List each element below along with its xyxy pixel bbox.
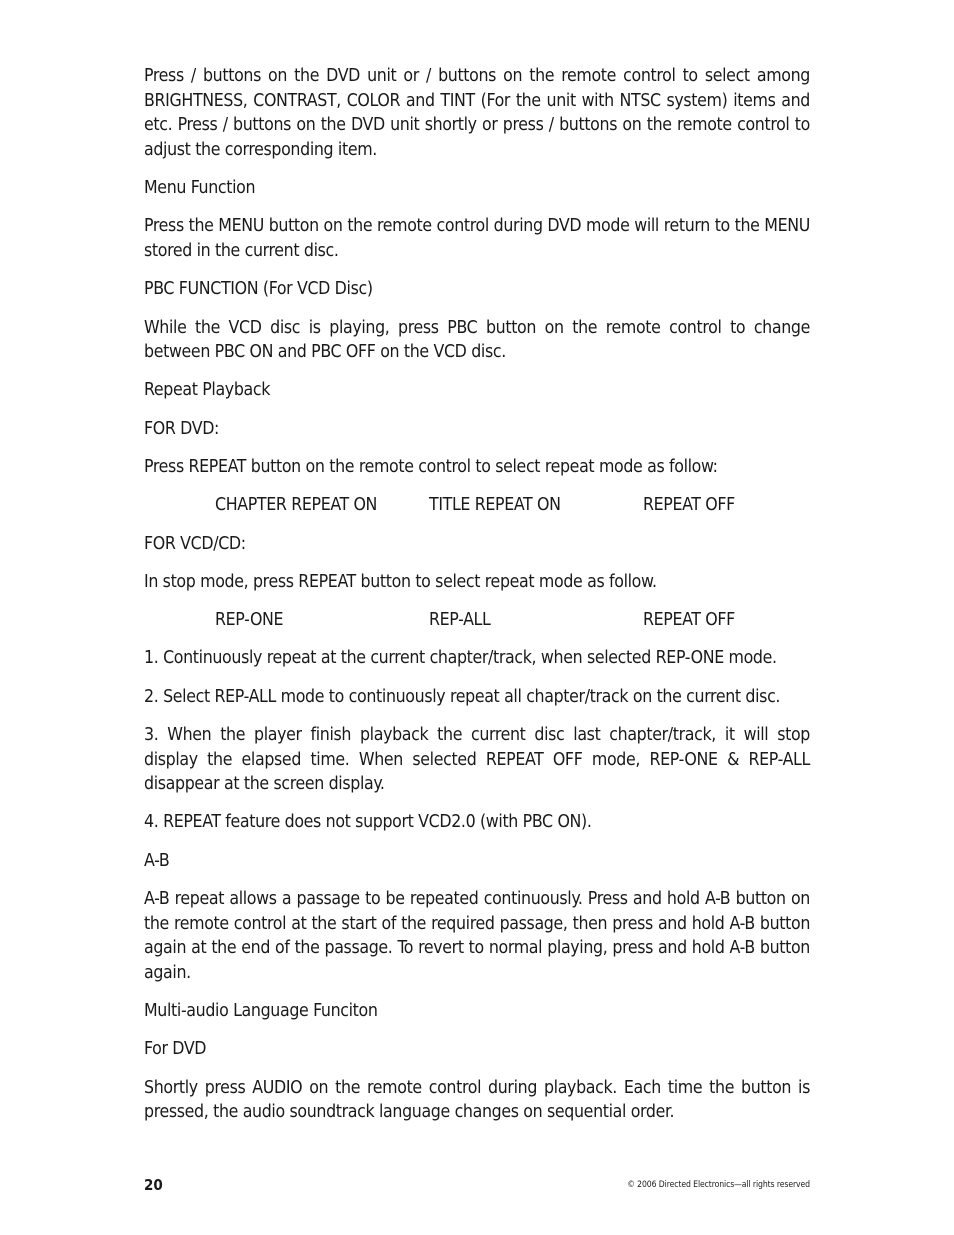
ab-paragraph: A-B repeat allows a passage to be repeated continuously. Press and hold A-B button on the remote control at the start of the required passage, then press and hold A-B button again at the end of the passage. To revert to normal playing, press and hold A-B button again. xyxy=(144,888,810,983)
section-heading-ab: A-B xyxy=(144,850,170,871)
vcd-mode-off: REPEAT OFF xyxy=(643,610,735,631)
copyright-notice: © 2006 Directed Electronics—all rights reserved xyxy=(627,1180,810,1190)
menu-paragraph: Press the MENU button on the remote control during DVD mode will return to the MENU stored in the current disc. xyxy=(144,216,810,261)
section-heading-menu: Menu Function xyxy=(144,178,256,199)
numbered-item-2: 2. Select REP-ALL mode to continuously repeat all chapter/track on the current disc. xyxy=(144,686,781,707)
dvd-mode-off: REPEAT OFF xyxy=(643,495,735,516)
vcd-mode-all: REP-ALL xyxy=(429,610,491,631)
numbered-item-1: 1. Continuously repeat at the current chapter/track, when selected REP-ONE mode. xyxy=(144,648,777,669)
vcd-mode-one: REP-ONE xyxy=(215,610,284,631)
numbered-item-4: 4. REPEAT feature does not support VCD2.0 (with PBC ON). xyxy=(144,812,592,833)
section-heading-repeat: Repeat Playback xyxy=(144,380,271,401)
subheading-for-dvd-audio: For DVD xyxy=(144,1039,207,1060)
dvd-mode-chapter: CHAPTER REPEAT ON xyxy=(215,495,378,516)
section-heading-pbc: PBC FUNCTION (For VCD Disc) xyxy=(144,279,373,300)
vcd-repeat-modes xyxy=(144,608,810,633)
subheading-for-dvd: FOR DVD: xyxy=(144,418,220,439)
numbered-item-3: 3. When the player finish playback the current disc last chapter/track, it will stop display the elapsed time. When selected REPEAT OFF mode, REP-ONE & REP-ALL disappear at the screen display. xyxy=(144,724,810,795)
repeat-vcd-paragraph: In stop mode, press REPEAT button to select repeat mode as follow. xyxy=(144,571,657,592)
dvd-repeat-modes xyxy=(144,493,810,518)
intro-paragraph: Press / buttons on the DVD unit or / buttons on the remote control to select among BRIGHTNESS, CONTRAST, COLOR and TINT (For the unit with NTSC system) items and etc. Press / buttons on the DVD unit shortly or press / buttons on the remote control to adjust the corresponding item. xyxy=(144,66,810,160)
audio-paragraph: Shortly press AUDIO on the remote control during playback. Each time the button is pressed, the audio soundtrack language changes on sequential order. xyxy=(144,1077,810,1123)
pbc-paragraph: While the VCD disc is playing, press PBC button on the remote control to change between PBC ON and PBC OFF on the VCD disc. xyxy=(144,317,810,363)
repeat-dvd-paragraph: Press REPEAT button on the remote control to select repeat mode as follow: xyxy=(144,456,718,477)
section-heading-audio: Multi-audio Language Funciton xyxy=(144,1001,378,1021)
page-number: 20 xyxy=(144,1176,163,1194)
subheading-for-vcd: FOR VCD/CD: xyxy=(144,533,246,554)
page-body xyxy=(144,64,810,1138)
dvd-mode-title: TITLE REPEAT ON xyxy=(429,495,561,516)
page-footer xyxy=(144,1175,810,1195)
